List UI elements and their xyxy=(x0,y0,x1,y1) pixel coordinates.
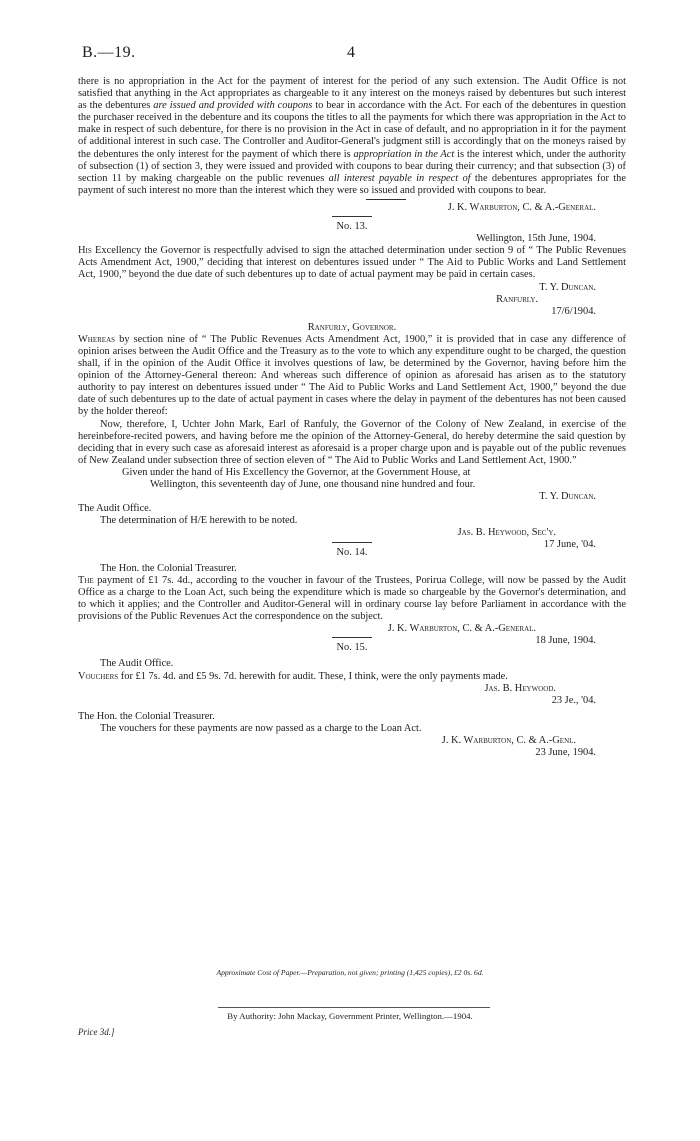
addressee-audit-office: The Audit Office. xyxy=(78,503,152,515)
paragraph-determination: Now, therefore, I, Uchter John Mark, Earl of Ranfuly, the Governor of the Colony of New Zealand, in exercise of the hereinbefore-recited powers, and having before me the opinion of the Attorney-General, do hereby determine the said question by deciding that in every such case as aforesaid interest as aforesaid is a proper charge upon and is payable out of the public revenues of New Zealand under subsection three of section eleven of “ The Aid to Public Works and Land Settlement Act, 1900.” xyxy=(78,418,626,466)
section-number-14: No. 14. xyxy=(336,546,368,558)
signature-duncan: T. Y. Duncan. xyxy=(539,281,596,293)
paragraph-payment: The payment of £1 7s. 4d., according to the voucher in favour of the Trustees, Porirua College, will now be passed by the Audit Office as a charge to the Loan Act, such being the expenditure which is made so chargeable by the Governor's determination, and to which it applies; and the Controller and Auditor-General will in ordinary course lay before Parliament in accordance with the provisions of the Public Revenues Act the correspondence on the subject. xyxy=(78,574,626,623)
paragraph-note: The determination of H/E herewith to be noted. xyxy=(100,515,298,527)
printer-authority: By Authority: John Mackay, Government Printer, Wellington.—1904. xyxy=(227,1011,473,1021)
signature-heywood-2: Jas. B. Heywood. xyxy=(484,682,556,694)
addressee-audit-office-2: The Audit Office. xyxy=(100,658,174,670)
addressee-treasurer: The Hon. the Colonial Treasurer. xyxy=(100,562,237,574)
divider xyxy=(332,637,372,638)
date-heywood-2: 23 Je., '04. xyxy=(551,694,596,706)
signature-warburton: J. K. Warburton, C. & A.-General. xyxy=(447,201,596,213)
signature-ranfurly: Ranfurly. xyxy=(496,293,538,305)
date-warburton-2: 18 June, 1904. xyxy=(535,635,596,647)
signature-warburton-3: J. K. Warburton, C. & A.-Genl. xyxy=(441,734,576,746)
cost-note: Approximate Cost of Paper.—Preparation, not given; printing (1,425 copies), £2 0s. 6d. xyxy=(216,968,484,977)
given-line-1: Given under the hand of His Excellency the Governor, at the Government House, at xyxy=(122,466,471,478)
paragraph-vouchers: Vouchers for £1 7s. 4d. and £5 9s. 7d. herewith for audit. These, I think, were the only payments made. xyxy=(78,670,508,682)
section-number-15: No. 15. xyxy=(336,642,368,654)
paragraph-vouchers-passed: The vouchers for these payments are now passed as a charge to the Loan Act. xyxy=(100,722,422,734)
date-ranfurly: 17/6/1904. xyxy=(551,305,596,317)
divider xyxy=(332,216,372,217)
paragraph-continuation: there is no appropriation in the Act for the payment of interest for the period of any such extension. The Audit Office is not satisfied that anything in the Act appropriates as chargeable to it any interest on the moneys raised by debentures but such interest as the debentures are issued and provided with coupons to bear in accordance with the Act. For each of the debentures in question the purchaser received in the debenture and its coupons the titles to all the payments for which there was appropriation in the Act to make in respect of such debenture, for there is no provision in the Act in case of default, and no appropriation in it for the payment of additional interest in such case. The Controller and Auditor-General's judgment still is accordingly that on the moneys raised by the debentures the only interest for the payment of which there is appropriation in the Act is the interest which, under the authority of subsection (1) of section 3, they were issued and provided with coupons to bear during their currency; and that subsection (3) of section 11 by making chargeable on the public revenues all interest payable in respect of the debentures appropriates for the payment of such interest no more than the interest which they were so issued and provided with coupons to bear. xyxy=(78,76,627,196)
divider xyxy=(366,199,406,200)
given-line-2: Wellington, this seventeenth day of June, one thousand nine hundred and four. xyxy=(150,479,476,490)
document-reference: B.—19. xyxy=(82,44,136,61)
price-label: Price 3d.] xyxy=(78,1027,115,1037)
page-header xyxy=(82,44,620,66)
divider xyxy=(332,542,372,543)
signature-warburton-2: J. K. Warburton, C. & A.-General. xyxy=(387,623,536,635)
signature-heywood: Jas. B. Heywood, Sec'y. xyxy=(457,527,556,539)
section-number-13: No. 13. xyxy=(336,221,368,233)
date-heywood: 17 June, '04. xyxy=(543,539,596,551)
paragraph-advice: His Excellency the Governor is respectfully advised to sign the attached determination under section 9 of “ The Public Revenues Acts Amendment Act, 1900,” deciding that interest on debentures issued under “ The Aid to Public Works and Land Settlement Act, 1900,” beyond the due date of such debentures up to date of actual payment may be paid in certain cases. xyxy=(78,245,626,281)
signature-duncan-2: T. Y. Duncan. xyxy=(539,491,596,503)
page-number: 4 xyxy=(347,44,355,61)
document-body xyxy=(78,76,626,759)
paragraph-whereas: Whereas by section nine of “ The Public Revenues Acts Amendment Act, 1900,” it is provided that in case any difference of opinion arises between the Audit Office and the Treasury as to the vote to which any expenditure ought to be charged, the question shall, if in the opinion of the Audit Office it involves questions of law, be determined by the Governor, having before him the opinion of the Attorney-General thereon: And whereas such difference of opinion as aforesaid has arisen as to the statutory authority to pay interest on debentures issued under “ The Aid to Public Works and Land Settlement Act, 1900,” beyond the due date of such debentures up to the date of actual payment in cases where the delay in payment of the debentures has not been caused by the holder thereof: xyxy=(78,333,626,418)
governor-heading: Ranfurly, Governor. xyxy=(307,321,397,333)
addressee-treasurer-2: The Hon. the Colonial Treasurer. xyxy=(78,710,215,722)
dateline-13: Wellington, 15th June, 1904. xyxy=(476,233,596,245)
footer-rule xyxy=(218,1007,490,1008)
date-warburton-3: 23 June, 1904. xyxy=(535,747,596,759)
